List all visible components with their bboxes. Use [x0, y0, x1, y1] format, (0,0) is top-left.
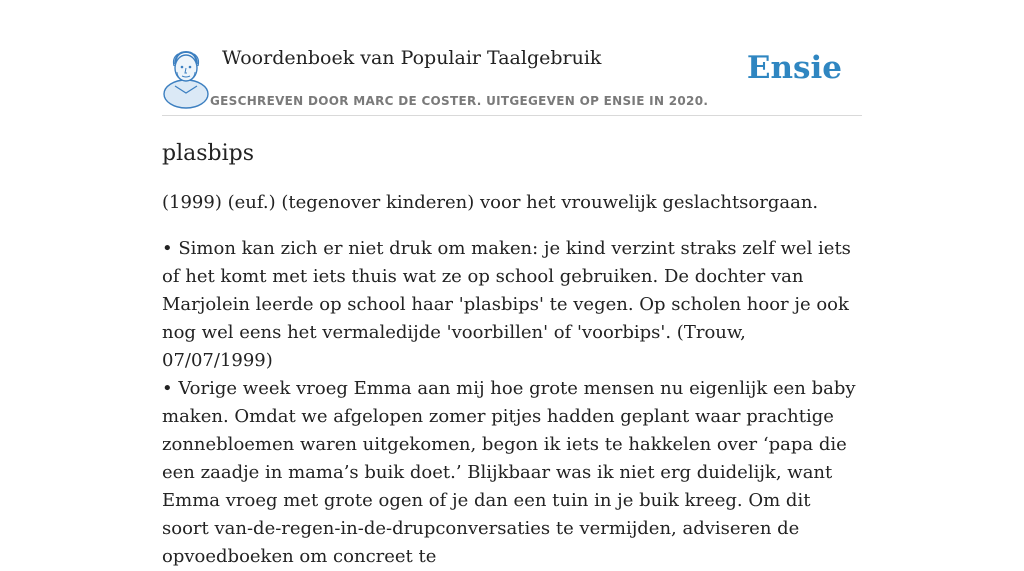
- entry-definition: (1999) (euf.) (tegenover kinderen) voor het vrouwelijk geslachtsorgaan.: [162, 192, 819, 213]
- book-title[interactable]: Woordenboek van Populair Taalgebruik: [222, 47, 602, 69]
- ensie-logo[interactable]: Ensie: [746, 50, 842, 86]
- site-header: [162, 40, 862, 116]
- example-quote: • Vorige week vroeg Emma aan mij hoe grote mensen nu eigenlijk een baby maken. Omdat we afgelopen zomer pitjes hadden geplant waar prachtige zonnebloemen waren uitgekomen, begon ik iets te hakkelen over ‘papa die een zaadje in mama’s buik doet.’ Blijkbaar was ik niet erg duidelijk, want Emma vroeg met grote ogen of je dan een tuin in je buik kreeg. Om dit soort van-de-regen-in-de-drupconversaties te vermijden, adviseren de opvoedboeken om concreet te: [162, 378, 856, 567]
- example-quote: • Simon kan zich er niet druk om maken: je kind verzint straks zelf wel iets of het komt met iets thuis wat ze op school gebruiken. De dochter van Marjolein leerde op school haar 'plasbips' te vegen. Op scholen hoor je ook nog wel eens het vermaledijde 'voorbillen' of 'voorbips'. (Trouw, 07/07/1999): [162, 238, 851, 371]
- entry-examples: [162, 235, 862, 571]
- entry-content: [162, 138, 862, 571]
- author-portrait-icon[interactable]: [162, 46, 210, 96]
- author-byline: GESCHREVEN DOOR MARC DE COSTER. UITGEGEVEN OP ENSIE IN 2020.: [210, 94, 709, 108]
- entry-term: plasbips: [162, 141, 255, 166]
